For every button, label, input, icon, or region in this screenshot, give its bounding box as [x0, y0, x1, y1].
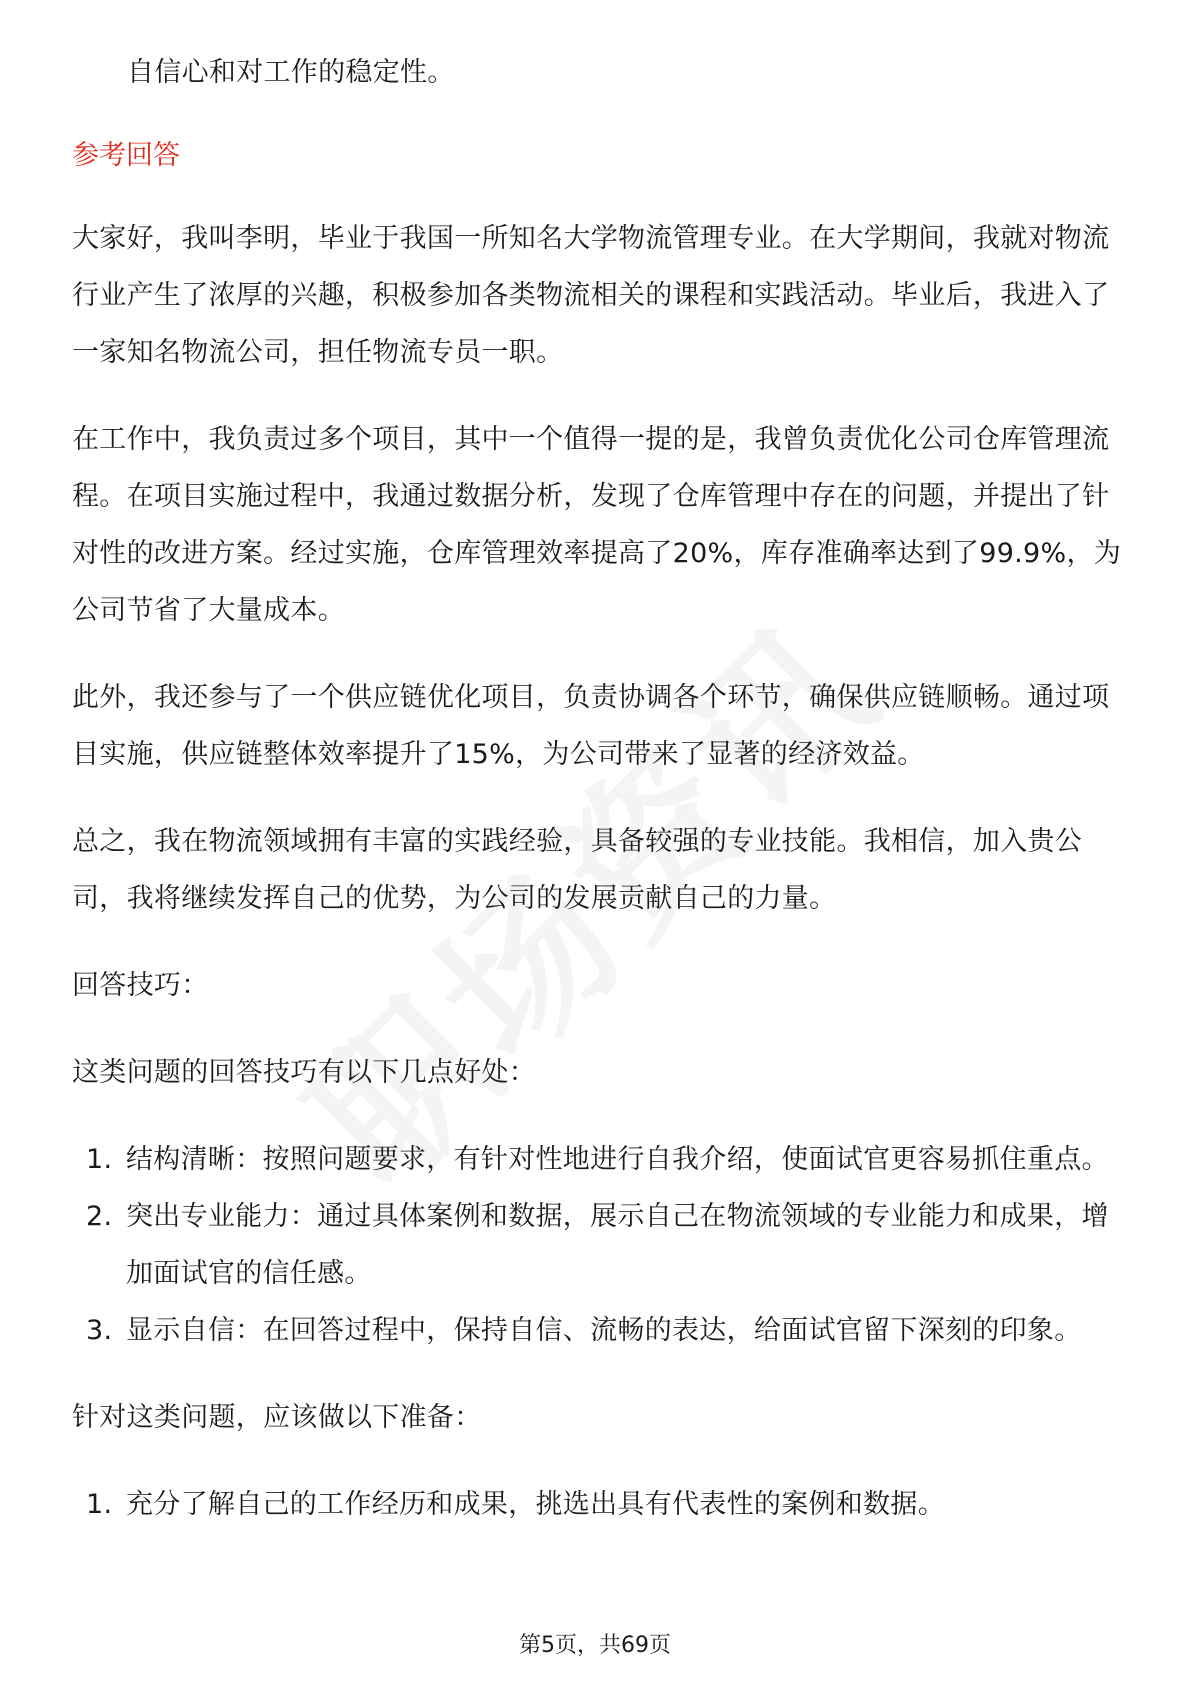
answer-paragraph: 总之，我在物流领域拥有丰富的实践经验，具备较强的专业技能。我相信，加入贵公司，我将继续发挥自己的优势，为公司的发展贡献自己的力量。	[72, 826, 1083, 914]
answer-paragraph: 在工作中，我负责过多个项目，其中一个值得一提的是，我曾负责优化公司仓库管理流程。在项目实施过程中，我通过数据分析，发现了仓库管理中存在的问题，并提出了针对性的改进方案。经过实施，仓库管理效率提高了20%，库存准确率达到了99.9%，为公司节省了大量成本。	[72, 424, 1122, 626]
list-item	[72, 1188, 1122, 1302]
tips-list	[72, 1131, 1122, 1359]
reference-answer-heading: 参考回答	[72, 140, 180, 171]
answer-paragraph: 此外，我还参与了一个供应链优化项目，负责协调各个环节，确保供应链顺畅。通过项目实施，供应链整体效率提升了15%，为公司带来了显著的经济效益。	[72, 682, 1110, 770]
list-number: 2.	[86, 1201, 113, 1232]
list-item	[72, 1476, 1122, 1533]
list-item-text: 充分了解自己的工作经历和成果，挑选出具有代表性的案例和数据。	[126, 1489, 945, 1520]
list-number: 3.	[86, 1315, 113, 1346]
list-item	[72, 1302, 1122, 1359]
list-item	[72, 1131, 1122, 1188]
prep-list	[72, 1476, 1122, 1533]
list-number: 1.	[86, 1489, 113, 1520]
list-item-text: 突出专业能力：通过具体案例和数据，展示自己在物流领域的专业能力和成果，增加面试官的信任感。	[126, 1201, 1109, 1289]
list-item-text: 显示自信：在回答过程中，保持自信、流畅的表达，给面试官留下深刻的印象。	[126, 1315, 1082, 1346]
page-number-footer: 第5页，共69页	[519, 1633, 671, 1658]
tips-intro: 这类问题的回答技巧有以下几点好处：	[72, 1057, 537, 1088]
list-item-text: 结构清晰：按照问题要求，有针对性地进行自我介绍，使面试官更容易抓住重点。	[126, 1144, 1109, 1175]
prep-heading: 针对这类问题，应该做以下准备：	[72, 1402, 482, 1433]
intro-tail-text: 自信心和对工作的稳定性。	[127, 57, 455, 88]
list-number: 1.	[86, 1144, 113, 1175]
answer-paragraph: 大家好，我叫李明，毕业于我国一所知名大学物流管理专业。在大学期间，我就对物流行业产生了浓厚的兴趣，积极参加各类物流相关的课程和实践活动。毕业后，我进入了一家知名物流公司，担任物流专员一职。	[72, 223, 1110, 368]
tips-heading: 回答技巧：	[72, 970, 209, 1001]
page-content	[72, 44, 1122, 1533]
